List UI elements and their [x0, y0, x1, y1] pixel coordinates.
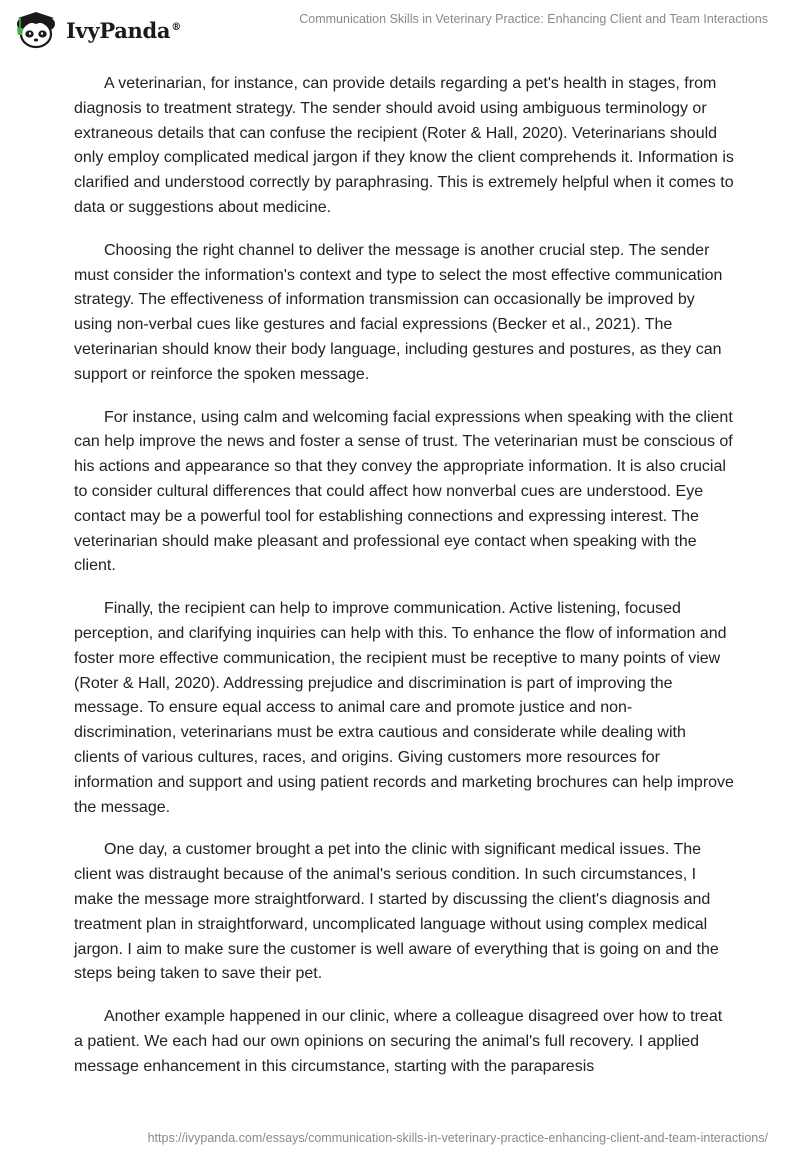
panda-graduate-icon [14, 10, 60, 50]
trademark-symbol: ® [171, 21, 181, 33]
brand-text: IvyPanda [66, 17, 171, 43]
ivypanda-logo[interactable] [14, 10, 181, 50]
page-header [0, 0, 800, 60]
document-title: Communication Skills in Veterinary Practice: Enhancing Client and Team Interactions [299, 12, 768, 26]
paragraph: One day, a customer brought a pet into the clinic with significant medical issues. The client was distraught because of the animal's serious condition. In such circumstances, I make the message more straightforward. I started by discussing the client's diagnosis and treatment plan in straightforward, uncomplicated language without using complex medical jargon. I aim to make sure the customer is well aware of everything that is going on and the steps being taken to save their pet. [74, 841, 719, 983]
essay-body [74, 72, 734, 1097]
paragraph: Choosing the right channel to deliver the message is another crucial step. The sender must consider the information's context and type to select the most effective communication strategy. The effectiveness of information transmission can occasionally be improved by using non-verbal cues like gestures and facial expressions (Becker et al., 2021). The veterinarian should know their body language, including gestures and postures, as they can support or reinforce the spoken message. [74, 241, 723, 383]
paragraph: Finally, the recipient can help to improve communication. Active listening, focused perception, and clarifying inquiries can help with this. To enhance the flow of information and foster more effective communication, the recipient must be receptive to many points of view (Roter & Hall, 2020). Addressing prejudice and discrimination is part of improving the message. To ensure equal access to animal care and promote justice and non-discrimination, veterinarians must be extra cautious and considerate while dealing with clients of various cultures, races, and origins. Giving customers more resources for information and support and using patient records and marketing brochures can help improve the message. [74, 600, 734, 816]
source-url[interactable]: https://ivypanda.com/essays/communication-skills-in-veterinary-practice-enhancing-client-and-team-interactions/ [147, 1131, 768, 1145]
paragraph: A veterinarian, for instance, can provide details regarding a pet's health in stages, from diagnosis to treatment strategy. The sender should avoid using ambiguous terminology or extraneous details that can confuse the recipient (Roter & Hall, 2020). Veterinarians should only employ complicated medical jargon if they know the client comprehends it. Information is clarified and understood correctly by paraphrasing. This is extremely helpful when it comes to data or suggestions about medicine. [74, 75, 734, 216]
brand-name [66, 18, 181, 43]
paragraph: For instance, using calm and welcoming facial expressions when speaking with the client can help improve the news and foster a sense of trust. The veterinarian must be conscious of his actions and appearance so that they convey the appropriate information. It is also crucial to consider cultural differences that could affect how nonverbal cues are understood. Eye contact may be a powerful tool for establishing connections and expressing interest. The veterinarian should make pleasant and professional eye contact when speaking with the client. [74, 408, 733, 575]
paragraph: Another example happened in our clinic, where a colleague disagreed over how to treat a patient. We each had our own opinions on securing the animal's full recovery. I applied message enhancement in this circumstance, starting with the paraparesis [74, 1008, 723, 1075]
